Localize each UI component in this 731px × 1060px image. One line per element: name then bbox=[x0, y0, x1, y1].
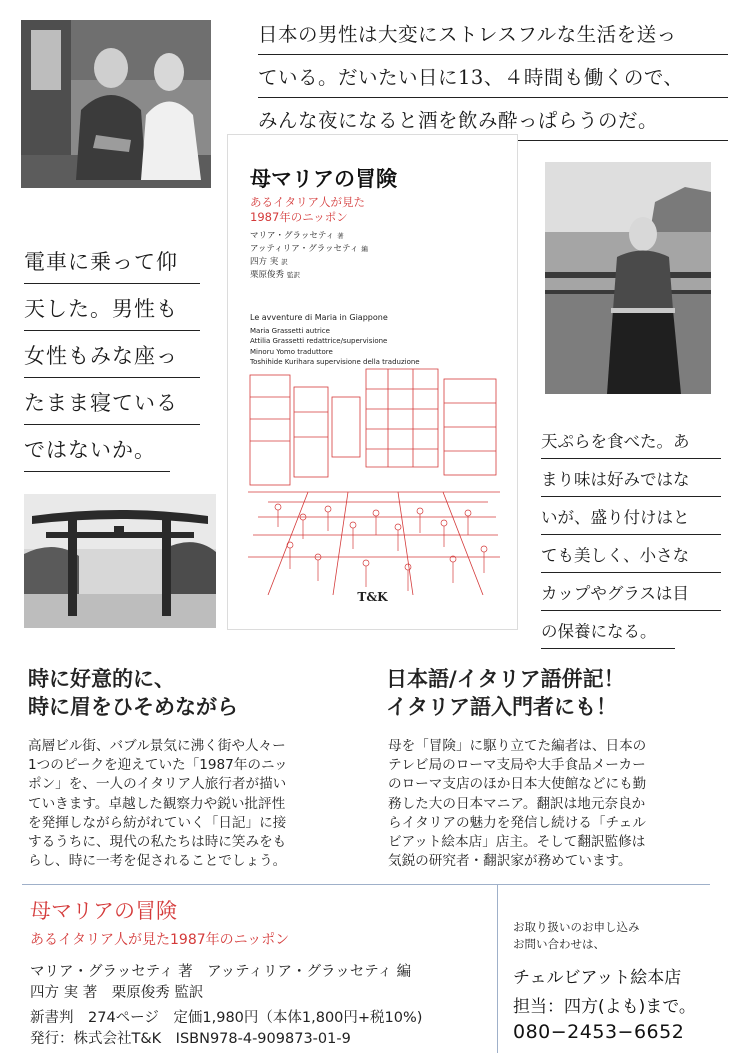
quote-right-line: ても美しく、小さな bbox=[541, 542, 721, 573]
cover-credit-role: 監訳 bbox=[287, 271, 301, 279]
cover-subtitle: 1987年のニッポン bbox=[250, 210, 348, 224]
quote-right bbox=[541, 428, 721, 656]
body-line: 高層ビル街、バブル景気に沸く街や人々ー bbox=[28, 738, 286, 754]
quote-right-line: まり味は好みではな bbox=[541, 466, 721, 497]
book-title: 母マリアの冒険 bbox=[30, 899, 177, 923]
photo-two-women bbox=[21, 20, 211, 188]
cover-credit bbox=[250, 229, 344, 241]
photo-woman-lakeside bbox=[545, 162, 711, 394]
contact-person: 担当：四方(よも)まで。 bbox=[513, 997, 696, 1017]
body-line: らイタリアの魅力を発信し続ける「チェル bbox=[388, 814, 646, 831]
body-paragraph-right bbox=[388, 737, 710, 871]
cover-italian-credit: Toshihide Kurihara supervisione della traduzione bbox=[250, 358, 420, 366]
heading-line: 日本語/イタリア語併記！ bbox=[386, 667, 625, 691]
quote-left-line: ではないか。 bbox=[24, 431, 170, 472]
cover-italian-credit: Attilia Grassetti redattrice/supervisione bbox=[250, 337, 388, 345]
body-line: テレビ局のローマ支局や大手食品メーカー bbox=[388, 757, 646, 774]
cover-credit-name: マリア・グラッセティ bbox=[250, 231, 335, 241]
body-line: を発揮しながら紡がれていく「日記」に接 bbox=[28, 814, 287, 831]
contact-note-line: お問い合わせは、 bbox=[513, 937, 605, 951]
cover-credit bbox=[250, 242, 368, 254]
quote-left bbox=[24, 243, 200, 478]
cover-publisher: T&K bbox=[357, 590, 388, 604]
quote-left-line: 電車に乗って仰 bbox=[24, 243, 200, 284]
cover-italian-title: Le avventure di Maria in Giappone bbox=[250, 313, 388, 322]
body-line: のローマ支店のほか日本大使館などにも勤 bbox=[388, 776, 647, 793]
book-publisher: 発行：株式会社T&K ISBN978-4-909873-01-9 bbox=[30, 1031, 351, 1047]
body-line: ビアット絵本店」店主。そして翻訳監修は bbox=[388, 834, 646, 851]
quote-right-line: 天ぷらを食べた。あ bbox=[541, 428, 721, 459]
body-line: ていきます。卓越した観察力や鋭い批評性 bbox=[28, 795, 286, 812]
book-authors: 四方 実 著 栗原俊秀 監訳 bbox=[30, 985, 204, 1001]
quote-top bbox=[258, 18, 728, 147]
book-subtitle: あるイタリア人が見た1987年のニッポン bbox=[30, 932, 290, 948]
quote-right-line: カップやグラスは目 bbox=[541, 580, 721, 611]
cover-credit-name: 四方 実 bbox=[250, 257, 279, 267]
book-authors: マリア・グラッセティ 著 アッティリア・グラッセティ 編 bbox=[30, 964, 412, 980]
contact-phone[interactable]: 080−2453−6652 bbox=[513, 1021, 685, 1043]
section-heading-left bbox=[28, 665, 238, 721]
quote-left-line: 天した。男性も bbox=[24, 290, 200, 331]
cover-credit-role: 編 bbox=[361, 245, 368, 253]
quote-top-line: 日本の男性は大変にストレスフルな生活を送っ bbox=[258, 18, 728, 55]
section-heading-right bbox=[386, 665, 625, 721]
cover-italian-credit: Minoru Yomo traduttore bbox=[250, 347, 333, 356]
shibuya-crossing-illustration bbox=[248, 367, 500, 595]
quote-right-line: いが、盛り付けはと bbox=[541, 504, 721, 535]
quote-left-line: たまま寝ている bbox=[24, 384, 200, 425]
book-spec: 新書判 274ページ 定価1,980円（本体1,800円+税10%) bbox=[30, 1010, 423, 1026]
quote-left-line: 女性もみな座っ bbox=[24, 337, 200, 378]
contact-shop: チェルビアット絵本店 bbox=[513, 968, 682, 988]
quote-right-line: の保養になる。 bbox=[541, 618, 675, 649]
contact-note bbox=[513, 919, 640, 953]
cover-credit-name: アッティリア・グラッセティ bbox=[250, 244, 359, 254]
cover-credit-role: 著 bbox=[337, 232, 344, 240]
body-line: するうちに、現代の私たちは時に笑みをも bbox=[28, 834, 287, 851]
contact-note-line: お取り扱いのお申し込み bbox=[513, 920, 640, 934]
body-line: 母を「冒険」に駆り立てた編者は、日本の bbox=[388, 738, 647, 754]
quote-top-line: みんな夜になると酒を飲み酔っぱらうのだ。 bbox=[258, 104, 728, 141]
heading-line: イタリア語入門者にも！ bbox=[386, 695, 617, 719]
body-line: ポン」を、一人のイタリア人旅行者が描い bbox=[28, 776, 287, 793]
quote-top-line: ている。だいたい日に13、４時間も働くので、 bbox=[258, 61, 728, 98]
cover-credit-name: 栗原俊秀 bbox=[250, 270, 285, 280]
divider-horizontal bbox=[22, 884, 710, 885]
photo-torii-gate bbox=[24, 494, 216, 628]
book-cover bbox=[227, 134, 518, 630]
cover-title: 母マリアの冒険 bbox=[250, 167, 397, 191]
cover-credit bbox=[250, 268, 300, 280]
heading-line: 時に眉をひそめながら bbox=[28, 695, 238, 719]
divider-vertical bbox=[497, 885, 498, 1053]
body-paragraph-left bbox=[28, 737, 348, 871]
body-line: 気鋭の研究者・翻訳家が務めています。 bbox=[388, 853, 632, 870]
cover-italian-credit: Maria Grassetti autrice bbox=[250, 326, 330, 335]
body-line: らし、時に一考を促されることでしょう。 bbox=[28, 853, 287, 870]
cover-subtitle: あるイタリア人が見た bbox=[250, 195, 365, 209]
heading-line: 時に好意的に、 bbox=[28, 667, 175, 691]
cover-credit-role: 訳 bbox=[281, 258, 288, 266]
body-line: 1つのピークを迎えていた「1987年のニッ bbox=[28, 757, 288, 774]
cover-credit bbox=[250, 255, 288, 267]
cover-italian-block bbox=[250, 313, 420, 368]
body-line: 務した大の日本マニア。翻訳は地元奈良か bbox=[388, 795, 646, 812]
